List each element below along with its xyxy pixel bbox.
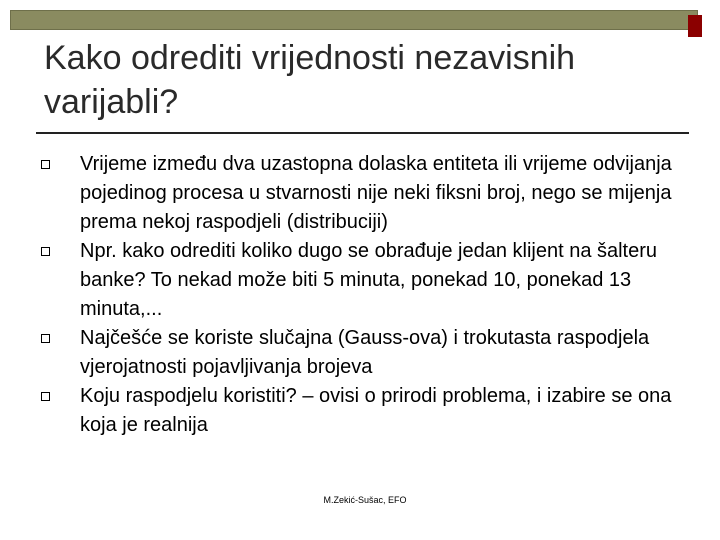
bullet-text: Npr. kako odrediti koliko dugo se obrađuje jedan klijent na šalteru banke? To nekad može biti 5 minuta, ponekad 10, ponekad 13 minuta,... bbox=[80, 240, 658, 320]
bullet-list bbox=[40, 150, 695, 440]
bullet-text: Koju raspodjelu koristiti? – ovisi o prirodi problema, i izabire se ona koja je realnija bbox=[80, 385, 672, 436]
bullet-text: Najčešće se koriste slučajna (Gauss-ova) i trokutasta raspodjela vjerojatnosti pojavljivanja brojeva bbox=[80, 327, 650, 378]
list-item bbox=[40, 237, 695, 324]
list-item bbox=[40, 150, 695, 237]
header-bar bbox=[10, 10, 698, 30]
accent-square bbox=[688, 15, 702, 37]
square-bullet-icon bbox=[41, 247, 50, 256]
square-bullet-icon bbox=[41, 392, 50, 401]
square-bullet-icon bbox=[41, 160, 50, 169]
slide-footer: M.Zekić-Sušac, EFO bbox=[323, 495, 407, 505]
list-item bbox=[40, 324, 695, 382]
slide-title: Kako odrediti vrijednosti nezavisnih varijabli? bbox=[44, 39, 576, 121]
list-item bbox=[40, 382, 695, 440]
square-bullet-icon bbox=[41, 334, 50, 343]
title-divider bbox=[36, 132, 689, 134]
bullet-text: Vrijeme između dva uzastopna dolaska entiteta ili vrijeme odvijanja pojedinog procesa u stvarnosti nije neki fiksni broj, nego se mijenja prema nekoj raspodjeli (distribuciji) bbox=[80, 153, 672, 233]
